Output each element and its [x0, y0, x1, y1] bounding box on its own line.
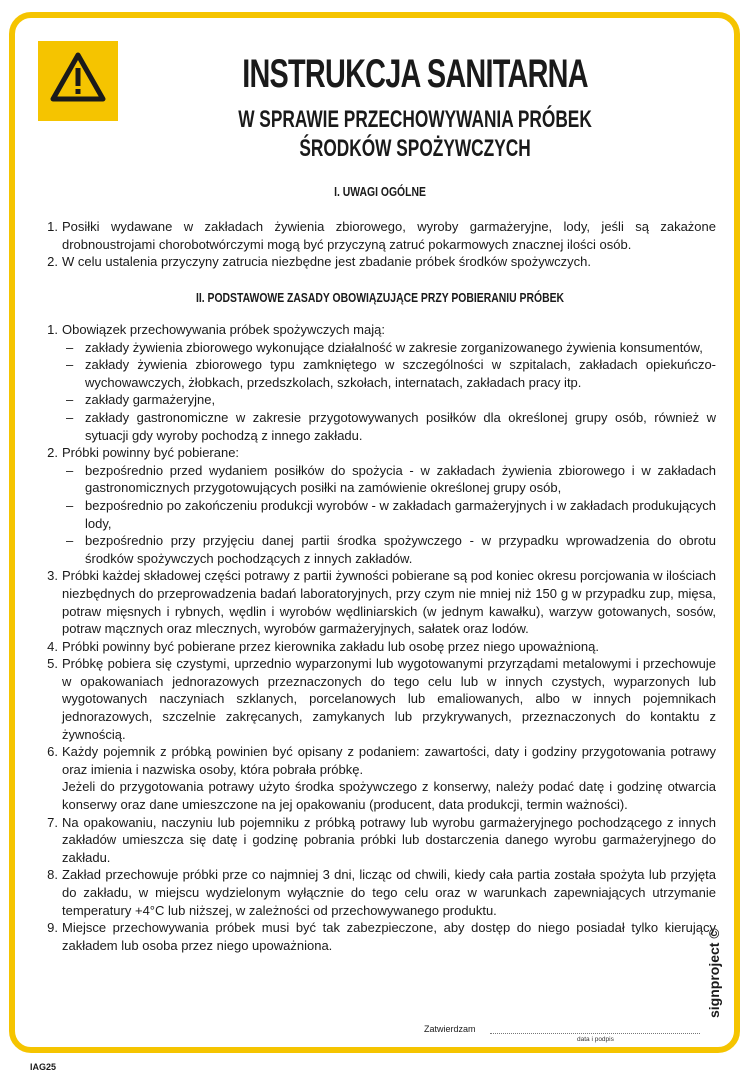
- list-item: 8. Zakład przechowuje próbki prze co najmniej 3 dni, licząc od chwili, kiedy cała partia została spożyta lub przyjęta do zakładu, w miejscu wydzielonym wyłącznie do tego celu oraz w warunkach zapewniających utrzymanie temperatury +4°C lub niższej, w zależności od przechowywanego produktu.: [47, 867, 716, 918]
- list-item: 1. Posiłki wydawane w zakładach żywienia zbiorowego, wyroby garmażeryjne, lody, jeśli są zakażone drobnoustrojami chorobotwórczymi mogą być przyczyną zatruć pokarmowych znacznej ilości osób.: [47, 219, 716, 252]
- list-item: 7. Na opakowaniu, naczyniu lub pojemniku z próbką potrawy lub wyrobu garmażeryjnego pochodzącego z innych zakładów umieszcza się datę i godzinę pobrania próbki lub dostarczenia danego wyrobu garmażeryjnego do zakładu.: [47, 814, 716, 865]
- sub-list-item: – bezpośrednio przy przyjęciu danej partii środka spożywczego - w przypadku wprowadzenia do obrotu środków spożywczych pochodzących z innych zakładów.: [62, 532, 716, 567]
- vendor-mark: signproject ©: [706, 928, 722, 1018]
- section-heading-general: I. UWAGI OGÓLNE: [334, 184, 426, 199]
- list-item: 3. Próbki każdej składowej części potrawy z partii żywności pobierane są pod koniec okresu porcjowania w ilościach niezbędnych do przeprowadzenia badań laboratoryjnych, przy czym nie mniej niż 150 g w przypadku zup, mięsa, potraw mięsnych i rybnych, wędlin i wyrobów wędliniarskich (w jednym kawałku), warzyw gotowanych, sosów, potraw mącznych oraz mlecznych, wyrobów garmażeryjnych, sałatek oraz lodów.: [47, 568, 716, 637]
- list-item: 2. Próbki powinny być pobierane: – bezpośrednio przed wydaniem posiłków do spożycia - w zakładach żywienia zbiorowego i w zakładach gastronomicznych przygotowujących posiłki na zamówienie określonej grupy osób, – bezpośrednio po zakończeniu produkcji wyrobów - w zakładach garmażeryjnych i w zakładach produkujących lody, – bezpośrednio przy przyjęciu danej partii środka spożywczego - w przypadku wprowadzenia do obrotu środków spożywczych pochodzących z innych zakładów.: [40, 444, 716, 567]
- sub-list-item: – zakłady gastronomiczne w zakresie przygotowywanych posiłków dla określonej grupy osób, również w sytuacji gdy wyroby pochodzą z innego zakładu.: [62, 409, 716, 444]
- page-subtitle-line2: ŚRODKÓW SPOŻYWCZYCH: [299, 135, 531, 162]
- sub-list-item: – zakłady garmażeryjne,: [62, 391, 716, 409]
- list-item: 6. Każdy pojemnik z próbką powinien być opisany z podaniem: zawartości, daty i godziny przygotowania potrawy oraz imienia i nazwiska osoby, która pobrała próbkę. Jeżeli do przygotowania potrawy użyto środka spożywczego z konserwy, należy podać datę i godzinę otwarcia konserwy oraz dane umieszczone na jej opakowaniu (producent, data produkcji, termin ważności).: [47, 744, 716, 813]
- sub-list-item: – bezpośrednio po zakończeniu produkcji wyrobów - w zakładach garmażeryjnych i w zakładach produkujących lody,: [62, 497, 716, 532]
- approve-label: Zatwierdzam: [424, 1024, 476, 1034]
- section-rules-body: [40, 321, 716, 954]
- sub-list-item: – bezpośrednio przed wydaniem posiłków do spożycia - w zakładach żywienia zbiorowego i w zakładach gastronomicznych przygotowujących posiłki na zamówienie określonej grupy osób,: [62, 462, 716, 497]
- signature-caption: data i podpis: [577, 1036, 614, 1043]
- list-item: 2. W celu ustalenia przyczyny zatrucia niezbędne jest zbadanie próbek środków spożywczych.: [47, 254, 591, 270]
- warning-badge: [38, 41, 118, 121]
- section-general-body: [40, 218, 716, 271]
- signature-line: [490, 1033, 700, 1034]
- list-item-note: Jeżeli do przygotowania potrawy użyto środka spożywczego z konserwy, należy podać datę i godzinę otwarcia konserwy oraz dane umieszczone na jej opakowaniu (producent, data produkcji, termin ważności).: [62, 779, 716, 813]
- page-title: INSTRUKCJA SANITARNA: [242, 52, 588, 96]
- sub-list-item: – zakłady żywienia zbiorowego typu zamkniętego w szczególności w szpitalach, zakładach opiekuńczo-wychowawczych, żłobkach, przedszkolach, szkołach, internatach, zakładach pracy itp.: [62, 356, 716, 391]
- sub-list-item: – zakłady żywienia zbiorowego wykonujące działalność w zakresie zorganizowanego żywienia konsumentów,: [62, 339, 716, 357]
- list-item: 1. Obowiązek przechowywania próbek spożywczych mają: – zakłady żywienia zbiorowego wykonujące działalność w zakresie zorganizowanego żywienia konsumentów, – zakłady żywienia zbiorowego typu zamkniętego w szczególności w szpitalach, zakładach opiekuńczo-wychowawczych, żłobkach, przedszkolach, szkołach, internatach, zakładach pracy itp. – zakłady garmażeryjne, – zakłady gastronomiczne w zakresie przygotowywanych posiłków dla określonej grupy osób, również w sytuacji gdy wyroby pochodzą z innego zakładu.: [40, 321, 716, 444]
- section-heading-rules: II. PODSTAWOWE ZASADY OBOWIĄZUJĄCE PRZY POBIERANIU PRÓBEK: [195, 290, 565, 305]
- list-item: 5. Próbkę pobiera się czystymi, uprzednio wyparzonymi lub wygotowanymi przyrządami metalowymi i przechowuje w opakowaniach jednorazowych przeznaczonych do tego celu lub w innych czystych, wyparzonych lub wygotowanych naczyniach szklanych, porcelanowych lub emaliowanych, albo w innych pojemnikach jednorazowych, szczelnie zakręcanych, zamykanych lub przykrywanych, przeznaczonych do kontaktu z żywnością.: [47, 656, 716, 742]
- product-code: IAG25: [30, 1062, 57, 1072]
- page-subtitle-line1: W SPRAWIE PRZECHOWYWANIA PRÓBEK: [238, 106, 592, 133]
- list-item: 9. Miejsce przechowywania próbek musi być tak zabezpieczone, aby dostęp do niego posiadał tylko kierujący zakładem lub osoba przez niego upoważniona.: [47, 920, 716, 953]
- warning-triangle-icon: [50, 51, 106, 103]
- list-item: 4. Próbki powinny być pobierane przez kierownika zakładu lub osobę przez niego upoważnioną.: [47, 638, 599, 654]
